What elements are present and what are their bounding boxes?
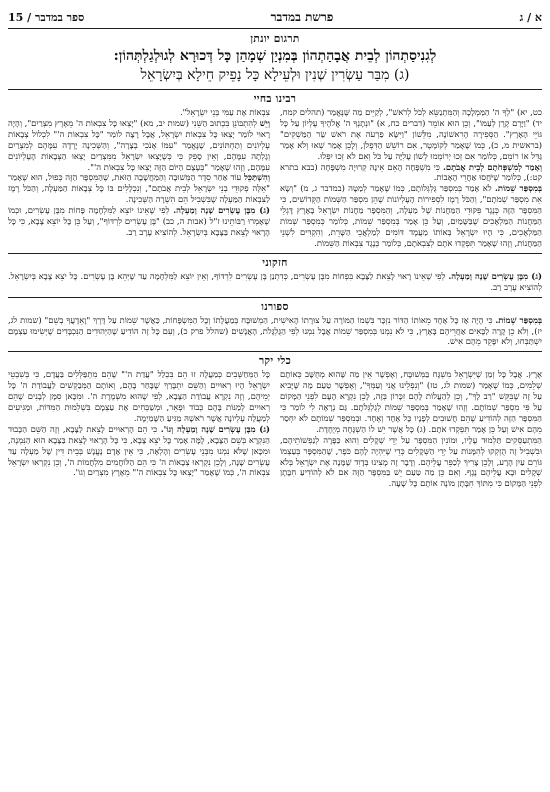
chizkuni-text (8, 271, 542, 293)
bachya-left-text: לְהִתְבּוֹנֵן בִּכְתוּב הַשֵּׁנִי (שמות יב, מא) "יָצְאוּ כָּל צִבְאוֹת ה' מֵאֶרֶץ מִצְרַיִם", וְהָיָה רָאוּי לוֹמַר יָצְאוּ כָּל צִבְאוֹת יִשְׂרָאֵל, אֲבָל רָצָה לוֹמַר "כָּל צִבְאוֹת ה'" לִכְלוֹל צְבָאוֹת עֶלְיוֹנִים וְתַחְתּוֹנִים, שֶׁנֶּאֱמַר "עִמּוֹ אָנֹכִי בְצָרָה", וְהַשְּׁכִינָה יָרְדָה עִמָּהֶם לְמִצְרַיִם וְגָלְתָה עִמָּהֶם, וְאֵין סָפֵק כִּי כְּשֶׁיָּצְאוּ יִשְׂרָאֵל מִמִּצְרַיִם יָצְאוּ הַצְּבָאוֹת הָעֶלְיוֹנִים עִמָּהֶם, וְזֶהוּ שֶׁאָמַר "בְּעֶצֶם הַיּוֹם הַזֶּה יָצְאוּ כָּל צִבְאוֹת ה'". (8, 117, 270, 172)
bachya-left-heading: וְיֵשׁ (259, 117, 270, 128)
bachya-left-heading: וְהִשְׁתַּכֵּל (243, 172, 270, 183)
targum-text (8, 47, 542, 85)
bachya-right-text: כט, יא) "לְךָ ה' הַמַּמְלָכָה וְהַמִּתְנַשֵּׂא לְכֹל לְרֹאשׁ", לְקַיֵּים מַה שֶּׁנֶּאֱמַר (תהלים קמח, יד) "וַיָּרֶם קֶרֶן לְעַמּוֹ", וְכֵן הוּא אוֹמֵר (דברים כח, א) "וּנְתָנְךָ ה' אֱלֹהֶיךָ עֶלְיוֹן עַל כָּל גּוֹיֵי הָאָרֶץ". הַסְּפִירָה הָרִאשׁוֹנָה, מִלְּשׁוֹן "וַיִּשָּׂא פַרְעֹה אֶת רֹאשׁ שַׂר הַמַּשְׁקִים" (בראשית מ, כ), כְּמוֹ שֶׁאָמַר לְקוֹמֶטֶר, אִם רוֹשֵׁשׁ הַדִּפְלֹן, וְלָכֵן אָמַר שְׁאוּ וְלֹא אָמַר גַּדֵּל אוֹ רוֹמֵם, כְּלוֹמַר אִם זְכוּ יְרוֹמְמוּ לְשׁוֹן עָלִיָּה עַל כֹּל וְאִם לֹא זְכוּ יִפְּלוּ. (280, 107, 542, 161)
page-label: ספר במדבר / 15 (8, 10, 85, 24)
bachya-left-para (8, 118, 270, 173)
bachya-right-text: לֹא אָמַר בְּמִסְפַּר גֻּלְגְּלוֹתָם, כְּמוֹ שֶׁאָמַר לְמַטָּה (במדבר ג, מ) "וְשָׂא אֵת מִסְפַּר שְׁמֹתָם", וְהַכֹּל רֶמֶז לִסְפִירוֹת הָעֶלְיוֹנוֹת שֶׁהֵן מִסְפַּר הַשְּׁמוֹת הַקְּדוֹשִׁים, כִּי הַמִּסְפָּר הַזֶּה כְּנֶגֶד פִּקּוּדֵי הַמַּחֲנוֹת שֶׁל מַעְלָה, וְהַמִּסְפָּר מַחֲנוֹת יִשְׂרָאֵל בָּאָרֶץ דָּגְלֵי הַמַּחֲנוֹת הַמַּלְאָכִים שֶׁבַּשָּׁמַיִם, וְעַל כֵּן אָמַר בְּמִסְפַּר שֵׁמוֹת, כְּלוֹמַר כְּמִסְפַּר שְׁמוֹת הַמַּלְאָכִים, כִּי הָיוּ יִשְׂרָאֵל בְּאוֹתוֹ מַעֲמָד דּוֹמִים לְמַלְאֲכֵי הַשָּׁרֵת, וְהִקְדִּים לִשְׁנֵי הַמַּחֲנוֹת, וְזֶהוּ שֶׁאָמַר תִּפְקְדוּ אֹתָם לְצִבְאֹתָם, כְּלוֹמַר כְּנֶגֶד צִבְאוֹת הַשֵּׁמוֹת. (280, 183, 542, 248)
kli-yakar-bottom-left-text: כִּי הֵם הָרְאוּיִים לָצֵאת לַצָּבָא, וְזֶה הַשֵּׁם הַכָּבוּד הַנִּקְרָא בְּשֵׁם הַצָּבָא, לָמָּה אָמַר כָּל יֹצֵא צָבָא, כִּי כָּל הָרָאוּי לָצֵאת בַּצָּבָא הוּא הַנִּמְנֶה, וּמִכָּאן שֶׁלֹּא נִמְנוּ מִבְּנֵי עֶשְׂרִים וְהָלְאָה, כִּי אֵין אָדָם נֶעֱנָשׁ בְּבֵית דִּין שֶׁל מַעְלָה עַד עֶשְׂרִים שָׁנָה, וְלָכֵן נִקְרְאוּ צְבָאוֹת ה' כִּי הֵם הַלּוֹחֲמִים מִלְחֲמוֹת ה', וְכֵן נִקְרְאוּ יִשְׂרָאֵל צִבְאוֹת ה', כְּמוֹ שֶׁאָמַר "יָצְאוּ כָּל צִבְאוֹת ה'" מֵאֶרֶץ מִצְרַיִם וְגוֹ'. (8, 423, 270, 478)
chizkuni-body: לְפִי שֶׁאֵינוֹ רָאוּי לָצֵאת לַצָּבָא בִּפְחוֹת מִבֶּן עֶשְׂרִים, כְּדִתְנַן בֶּן עֶשְׂרִים לִרְדּוֹף, וְאֵין יוֹצֵא לַמִּלְחָמָה עַד שֶׁיְּהֵא בֶּן עֶשְׂרִים. כָּל יֹצֵא צָבָא בְּיִשְׂרָאֵל. לְהוֹצִיא עֶרֶב רַב. (8, 270, 542, 292)
kli-yakar-left-column (8, 369, 270, 489)
sforno-text (8, 315, 542, 348)
kli-yakar-left-text: כָּל הַמְּחַשְּׁבִים כְּמַעֲלָה זוּ הֵם בִּכְלַל "עֲדַת ה'" שֶׁהֵם מִתְפַּלְּלִים בַּעֲדָם, כִּי בְּשִׁבְטֵי יִשְׂרָאֵל הָיוּ רְאוּיִים וְהַשֵּׁם יִתְבָּרַךְ שֶׁבָּחַר בָּהֶם, וְאוֹתָם הַמְּבַקְשִׁים לַעֲבוֹדַת ה' כָּל יְמֵיהֶם, וְזֶה נִקְרָא עֲבוֹדַת הַצָּבָא, לְפִי שֶׁהוּא מִשְׁמֶרֶת ה'. וּמִכָּאן סִמָּן לְבָנִים שֶׁהֵם רְאוּיִים לְמַנּוֹת בָּהֶם כְּבוֹד וּפְאֵר, וּמְשַׁבְּחִים אֶת עַצְמָם בִּשְׁלֵמוּת הַמִּדּוֹת, וּמַגִּיעִים לְמַעֲלָה עֶלְיוֹנָה אֲשֶׁר רֹאשָׁהּ מַגִּיעַ הַשָּׁמַיְמָה. (8, 369, 270, 423)
rabbeinu-bachya-columns (8, 107, 542, 249)
sforno-heading: בְּמִסְפַּר שֵׁמוֹת. (495, 314, 542, 325)
rabbeinu-bachya-left-column (8, 107, 270, 249)
bachya-right-heading: בְּמִסְפַּר שֵׁמוֹת. (494, 183, 542, 194)
bachya-right-para (280, 183, 542, 248)
targum-line-2: (ג) מִבַּר עַשְׂרִין שְׁנִין וּלְעֵילָא כָּל נָפֵיק חֵילָא בְּיִשְׂרָאֵל (140, 67, 410, 83)
sforno-body: כִּי הָיָה אָז כָּל אֶחָד מֵאוֹתוֹ הַדּוֹר נִזְכָּר בִּשְׁמוֹ הַמּוֹרֶה עַל צוּרָתוֹ הָאִישִׁית, הַמְשׁוּבָּח בְּמַעֲלָתוֹ וְכָל הַמִּשְׂפָּחוֹת, כַּאֲשֶׁר שֵׁמוֹת עַל דֶּרֶךְ "וָאֵדָעֲךָ בְשֵׁם" (שמות לג, יז), וְלֹא כֵן קָרָה לַבָּאִים אַחֲרֵיהֶם בָּאָרֶץ, כִּי לֹא נִמְנוּ בְּמִסְפַּר שֵׁמוֹת אֲבָל נִמְנוּ לְפִי הַגֻּלְגָּלֹת, הָאֲנָשִׁים (שהלל פרק כ), וְעִם כָּל זֶה הוֹדִיעַ שֶׁהַיְּהוּדִים הַנִּכְבָּדִים שֶׁיְּשִׂימוּ עַצְמָם יִשְׁתַּבְּחוּ, וְלֹא יִפָּקֵד מֵהֶם אִישׁ. (8, 314, 542, 347)
bachya-left-para (8, 107, 270, 118)
page-header (8, 6, 542, 29)
kli-yakar-bottom-left-heading: (ג) מִבֶּן עֶשְׂרִים שָׁנָה וָמַעְלָה וְגוֹ'. (160, 423, 270, 434)
kli-yakar-title: כלי יקר (8, 351, 542, 367)
page (0, 6, 550, 792)
bachya-left-text: עוֹד אַחַר סֵדֶר הַמְּשׁוּבָה וְהַמַּחֲשָׁבָה הַזֹּאת, שֶׁהַמִּסְפָּר הַזֶּה כְּפוּל, הוּא שֶׁאָמַר "אֵלֶּה פְקוּדֵי בְנֵי יִשְׂרָאֵל לְבֵית אֲבֹתָם", וְנִכְלָלִים בּוֹ כָּל צְבָאוֹת הַמַּעְלָה, וְהַכֹּל רֶמֶז לַצִּבְאוֹת הַמַּעְלָה שֶׁבִּשְׁבִיל הֵם הִשְׁרָה הַשְּׁכִינָה. (8, 172, 270, 205)
chizkuni-heading: (ג) מִבֶּן עֶשְׂרִים שָׁנָה וָמַעְלָה. (448, 270, 542, 281)
rabbeinu-bachya-right-column (280, 107, 542, 249)
bachya-left-para (8, 172, 270, 205)
chizkuni-title: חזקוני (8, 253, 542, 269)
kli-yakar-right-text: אֶרֶץ. אֲבָל כָּל זְמַן שֶׁיִּשְׂרָאֵל מִשְׁגָּח בַּמְּשׁוּבָּח, וְאֶפְשָׁר אֵין מַה שֶּׁהוּא מְחֻשָּׁב כְּאוֹתָם שְׁלֵמִים, כְּמוֹ שֶׁאָמַר (שמות לג, טז) "וְנִפְלֵינוּ אֲנִי וְעַמְּךָ", וְאֶפְשָׁר טַעַם מַה שֶּׁיָּבִיא עַל זֶה שֶׁבִּקֵּשׁ "רַב לָךְ", וְכֵן לְהַעֲלוֹת לָהֶם זִכָּרוֹן בְּזֶה, לָכֵן נִקְרָא הָעָם לִפְנֵי הַמָּקוֹם עַל פִּי מִסְפַּר שְׁמוֹתָם. וְזֶהוּ שֶׁאָמַר בְּמִסְפַּר שֵׁמוֹת לְגֻלְגְּלֹתָם. גַּם נְרָאֶה לִי לוֹמַר כִּי הַמִּסְפָּר הַזֶּה לְהוֹדִיעַ שֶׁהֵם חֲשׁוּבִים לְפָנָיו כָּל אֶחָד וְאֶחָד. וּבְמִסְפַּר שְׁמוֹתָם לֹא יִחְסַר מֵהֶם אִישׁ וְעַל כֵּן אָמַר תִּפְקְדוּ אֹתָם. (ג) כָּל אֲשֶׁר יֵשׁ לוֹ הַשְׁגָּחָה מְיֻחֶדֶת. (280, 369, 542, 434)
bachya-left-text: צִבְאוֹת אֶת עַמִּי בְּנֵי יִשְׂרָאֵל". (179, 107, 270, 117)
bachya-right-heading: וְאָמַר לְמִשְׁפְּחֹתָם לְבֵית אֲבֹתָם. (442, 161, 542, 172)
sforno-title: ספורנו (8, 297, 542, 313)
bachya-left-text: לְפִי שֶׁאֵינוֹ יוֹצֵא לַמִּלְחָמָה פָּחוֹת מִבֶּן עֶשְׂרִים, וּכְמוֹ שֶׁאָמְרוּ רַבּוֹתֵינוּ ז"ל (אבות ה, כב) "בֶּן עֶשְׂרִים לִרְדּוֹף", וְעַל כֵּן כָּל יוֹצֵא צָבָא, כִּי כָּל הָרָאוּי לָצֵאת בַּצָּבָא בְּיִשְׂרָאֵל. לְהוֹצִיא עֶרֶב רַב. (8, 205, 270, 237)
targum-title: תרגום יונתן (250, 33, 300, 45)
kli-yakar-bottom-left-para (8, 424, 270, 479)
bachya-left-para (8, 205, 270, 238)
bachya-right-text: כִּי מִשְׁפָּחָה הָאֵם אֵינָהּ קְרוּיָה מִשְׁפָּחָה (בבא בתרא קט:), כְּלוֹמַר שֶׁיֹּחֲסוּ אַחֲרֵי הָאָבוֹת. (280, 161, 542, 183)
chapter-verse: א / ג (519, 10, 542, 24)
targum-line-1: לְגִנִיסַתְהוֹן לְבֵית אֲבָהַתְהוֹן בְּמִנְיַן שְׁמָהַן כָּל דְּכוּרָא לְגוּלְגַלְתְּהוֹן: (113, 48, 437, 64)
kli-yakar-right-column (280, 369, 542, 489)
parsha-title: פרשת במדבר (270, 9, 334, 24)
bachya-left-heading: (ג) מִבֶּן עֶשְׂרִים שָׁנָה וָמַעְלָה. (173, 205, 270, 216)
kli-yakar-bottom-right-text: הַמִּתְעַסְּקִים תַּלְמוּד עָלָיו, וּמוֹנִין הַמִּסְפָּר עַל יְדֵי שְׁקָלִים וְהוּא כַּפָּרָה לְנַפְשׁוֹתֵיהֶם, וּבִשְׁבִיל זֶה הֻזְקְקוּ לְהִמָּנוֹת עַל יְדֵי הַשְּׁקָלִים כְּדֵי שֶׁיִּהְיֶה לָהֶם כֹּפֶר, שֶׁהַמִּסְפָּר בְּעַצְמוֹ גּוֹרֵם עַיִן הָרָע, וְלָכֵן צָרִיךְ לְכַפֵּר עֲלֵיהֶם. וְדָבָר זֶה מָצִינוּ בְּדָוִד שֶׁמָּנָה אֶת יִשְׂרָאֵל בְּלֹא שְׁקָלִים וּבָא עֲלֵיהֶם נֶגֶף. וְאִם כֵּן מַה טַּעַם יֵשׁ בַּמִּסְפָּר הַזֶּה אִם לֹא לְהוֹדִיעַ חִבָּתָן לִפְנֵי הַמָּקוֹם כִּי מִתּוֹךְ חִבָּתָן מוֹנֶה אוֹתָם כָּל שָׁעָה. (280, 434, 542, 489)
rabbeinu-bachya-title: רבינו בחיי (8, 89, 542, 105)
kli-yakar-columns (8, 369, 542, 489)
bachya-right-para (280, 107, 542, 162)
bachya-right-para (280, 162, 542, 184)
